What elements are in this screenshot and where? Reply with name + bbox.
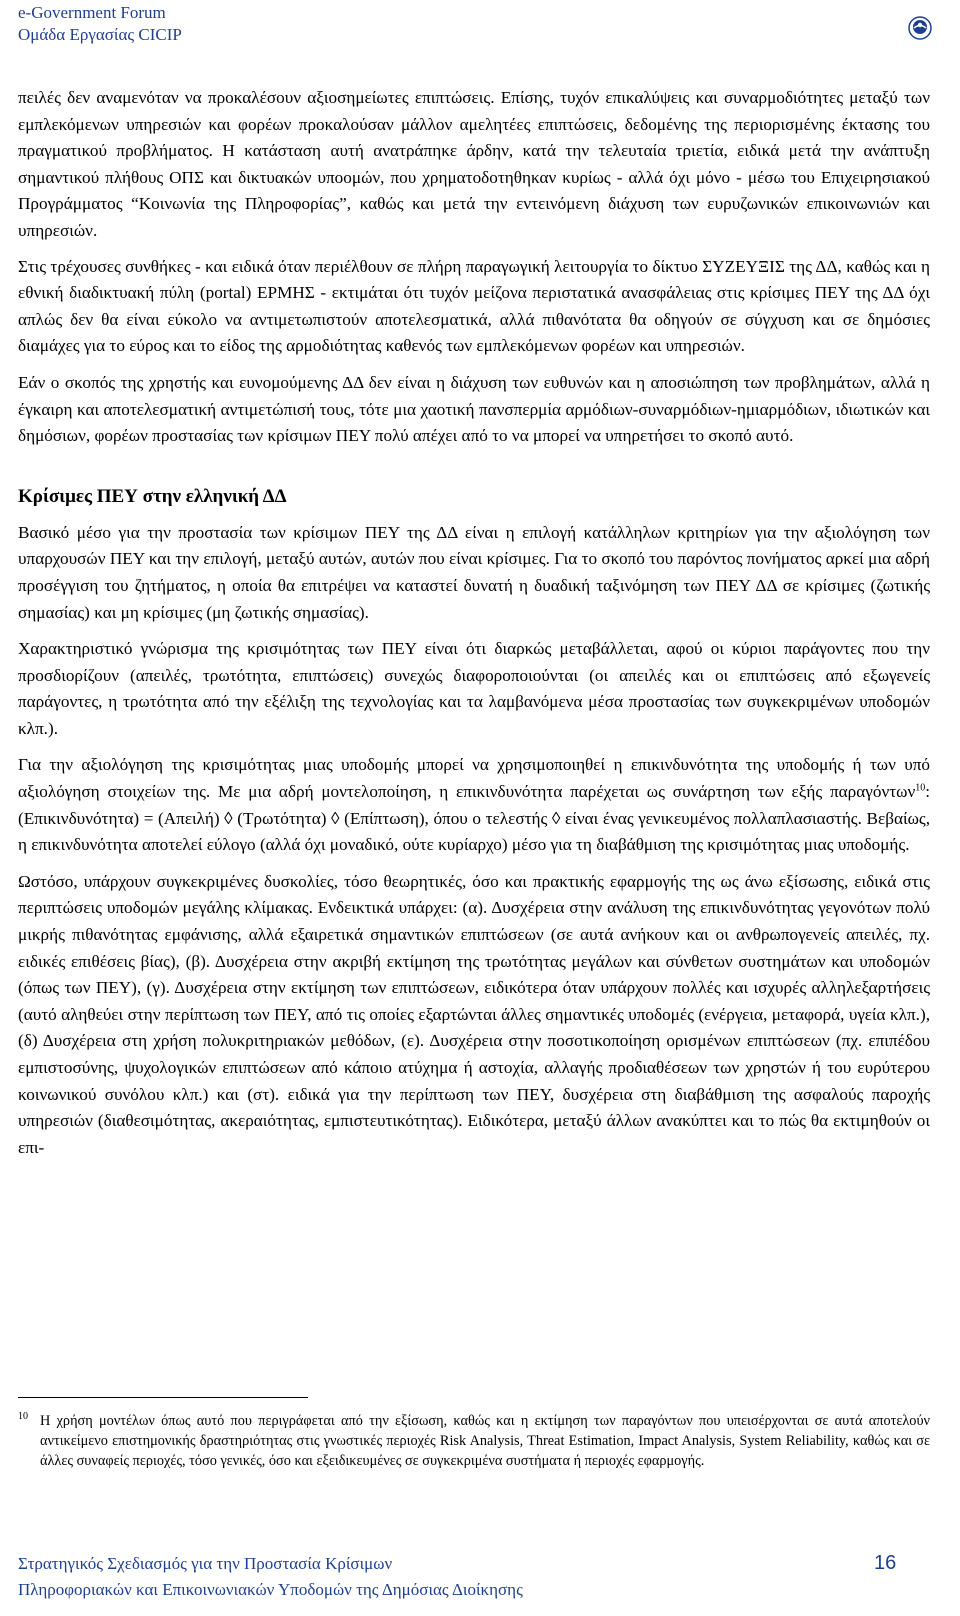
page-footer [18, 1551, 523, 1603]
paragraph-text: : (Επικινδυνότητα) = (Απειλή) ◊ (Τρωτότητα) ◊ (Επίπτωση), όπου ο τελεστής ◊ είναι ένας γενικευμένος πολλαπλασιαστής. Βεβαίως, η επικινδυνότητα αποτελεί εύλογο (αλλά όχι μοναδικό, ούτε κυρίαρχο) μέσο για τη διαβάθμιση της κρισιμότητας μιας υποδομής. [18, 782, 930, 855]
section-heading: Κρίσιμες ΠΕΥ στην ελληνική ΔΔ [18, 485, 287, 507]
paragraph: Ωστόσο, υπάρχουν συγκεκριμένες δυσκολίες, τόσο θεωρητικές, όσο και πρακτικής εφαρμογής της ως άνω εξίσωσης, ειδικά στις περιπτώσεις υποδομών μεγάλης κλίμακας. Ενδεικτικά υπάρχει: (α). Δυσχέρεια στην ανάλυση της επικινδυνότητας γεγονότων πολύ μικρής πιθανότητας εμφάνισης, αλλά εξαιρετικά σημαντικών επιπτώσεων (σε αυτά ανήκουν και οι ανθρωπογενείς απειλές, πχ. ειδικές επιθέσεις βίας), (β). Δυσχέρεια στην ακριβή εκτίμηση της τρωτότητας μεγάλων και σύνθετων συστημάτων και υποδομών (όπως των ΠΕΥ), (γ). Δυσχέρεια στην εκτίμηση των επιπτώσεων, ειδικότερα όταν υπάρχουν πολλές και ισχυρές αλληλεξαρτήσεις (αυτό αληθεύει στην περίπτωση των ΠΕΥ, από τις οποίες εξαρτώνται άλλες σημαντικές υποδομές (ενέργεια, μεταφορά, υγεία κλπ.), (δ) Δυσχέρεια στη χρήση πολυκριτηριακών μεθόδων, (ε). Δυσχέρεια στην ποσοτικοποίηση ορισμένων επιπτώσεων (πχ. επιπέδου εμπιστοσύνης, ψυχολογικών επιπτώσεων από κάποιο ατύχημα ή αστοχία, αλλαγής προδιαθέσεων των χρηστών ή του ευρύτερου κοινωνικού συνόλου κλπ.) και (στ). ειδικά για την περίπτωση των ΠΕΥ, δυσχέρεια στη διαβάθμιση της ασφαλούς παροχής υπηρεσιών (διαθεσιμότητας, ακεραιότητας, εμπιστευτικότητας). Ειδικότερα, μεταξύ άλλων ανακύπτει και το πώς θα εκτιμηθούν οι επι- [18, 871, 930, 1157]
paragraph: Στις τρέχουσες συνθήκες - και ειδικά όταν περιέλθουν σε πλήρη παραγωγική λειτουργία το δίκτυο ΣΥΖΕΥΞΙΣ της ΔΔ, καθώς και η εθνική διαδικτυακή πύλη (portal) ΕΡΜΗΣ - εκτιμάται ότι τυχόν μείζονα περιστατικά ανασφάλειας στις κρίσιμες ΠΕΥ της ΔΔ όχι απλώς δεν θα είναι εύκολο να αντιμετωπιστούν αποτελεσματικά, αλλά πιθανότατα θα οδηγούν σε σύγχυση και σε δημόσιες διαμάχες για το εύρος και το είδος της αρμοδιότητας καθενός των εμπλεκόμενων φορέων και υπηρεσιών. [18, 256, 930, 356]
footnote-separator [18, 1397, 308, 1398]
paragraph-text: Για την αξιολόγηση της κρισιμότητας μιας υποδομής μπορεί να χρησιμοποιηθεί η επικινδυνότητα της υποδομής ή των υπό αξιολόγηση στοιχείων της. Με μια αδρή μοντελοποίηση, η επικινδυνότητα παρέχεται ως συνάρτηση των εξής παραγόντων [18, 755, 930, 802]
footnote-text: Η χρήση μοντέλων όπως αυτό που περιγράφεται από την εξίσωση, καθώς και η εκτίμηση των παραγόντων που υπεισέρχονται σε αυτά αποτελούν αντικείμενο επιστημονικής δραστηριότητας στις γνωστικές περιοχές Risk Analysis, Threat Estimation, Impact Analysis, System Reliability, καθώς και σε άλλες συναφείς περιοχές, τόσο γενικές, όσο και εξειδικευμένες σε συγκεκριμένα συστήματα ή περιοχές εφαρμογής. [40, 1413, 930, 1470]
document-body [18, 85, 930, 1171]
forum-emblem-icon [908, 16, 932, 40]
header-forum-title: e-Government Forum [18, 3, 166, 22]
page-header [18, 2, 182, 46]
page-number: 16 [874, 1552, 897, 1574]
paragraph: Βασικό μέσο για την προστασία των κρίσιμων ΠΕΥ της ΔΔ είναι η επιλογή κατάλληλων κριτηρίων για την αξιολόγηση των υπαρχουσών ΠΕΥ και την επιλογή, μεταξύ αυτών, αυτών που είναι κρίσιμες. Για το σκοπό του παρόντος πονήματος αρκεί μια αδρή προσέγγιση του ζητήματος, η οποία θα επιτρέψει να καταστεί δυνατή η δυαδική ταξινόμηση των ΠΕΥ ΔΔ σε κρίσιμες (ζωτικής σημασίας) και μη κρίσιμες (μη ζωτικής σημασίας). [18, 522, 930, 622]
paragraph: πειλές δεν αναμενόταν να προκαλέσουν αξιοσημείωτες επιπτώσεις. Επίσης, τυχόν επικαλύψεις και συναρμοδιότητες μεταξύ των εμπλεκόμενων υπηρεσιών και φορέων προκαλούσαν μάλλον αμελητέες επιπτώσεις, δεδομένης της περιορισμένης έκτασης του πραγματικού προβλήματος. Η κατάσταση αυτή ανατράπηκε άρδην, κατά την τελευταία τριετία, ειδικά μετά την ανάπτυξη σημαντικού πλήθους ΟΠΣ και δικτυακών υποομών, που χρηματοδοτηθηκαν κυρίως - αλλά όχι μόνο - μέσω του Επιχειρησιακού Προγράμματος “Κοινωνία της Πληροφορίας”, καθώς και μετά την εντεινόμενη διάχυση των ευρυζωνικών επικοινωνιών και υπηρεσιών. [18, 88, 930, 240]
paragraph: Εάν ο σκοπός της χρηστής και ευνομούμενης ΔΔ δεν είναι η διάχυση των ευθυνών και η αποσιώπηση των προβλημάτων, αλλά η έγκαιρη και αποτελεσματική αντιμετώπισή τους, τότε μια χαοτική πανσπερμία αρμόδιων-συναρμόδιων-ημιαρμόδιων, ιδιωτικών και δημόσιων, φορέων προστασίας των κρίσιμων ΠΕΥ πολύ απέχει από το να μπορεί να υπηρετήσει το σκοπό αυτό. [18, 372, 930, 446]
footer-title-line2: Πληροφοριακών και Επικοινωνιακών Υποδομών της Δημόσιας Διοίκησης [18, 1580, 523, 1599]
footnote [18, 1411, 930, 1472]
footer-title-line1: Στρατηγικός Σχεδιασμός για την Προστασία Κρίσιμων [18, 1554, 393, 1573]
paragraph [18, 752, 930, 858]
paragraph: Χαρακτηριστικό γνώρισμα της κρισιμότητας των ΠΕΥ είναι ότι διαρκώς μεταβάλλεται, αφού οι κύριοι παράγοντες που την προσδιορίζουν (απειλές, τρωτότητα, επιπτώσεις) συνεχώς διαφοροποιούνται (οι απειλές και οι επιπτώσεις από εξωγενείς παράγοντες, η τρωτότητα από την εξέλιξη της τεχνολογίας και τα λαμβανόμενα μέσα προστασίας των συγκεκριμένων υποδομών κλπ.). [18, 639, 930, 738]
footnote-reference[interactable]: 10 [915, 782, 926, 794]
header-working-group: Ομάδα Εργασίας CICIP [18, 25, 182, 44]
footnote-number: 10 [18, 1411, 28, 1422]
